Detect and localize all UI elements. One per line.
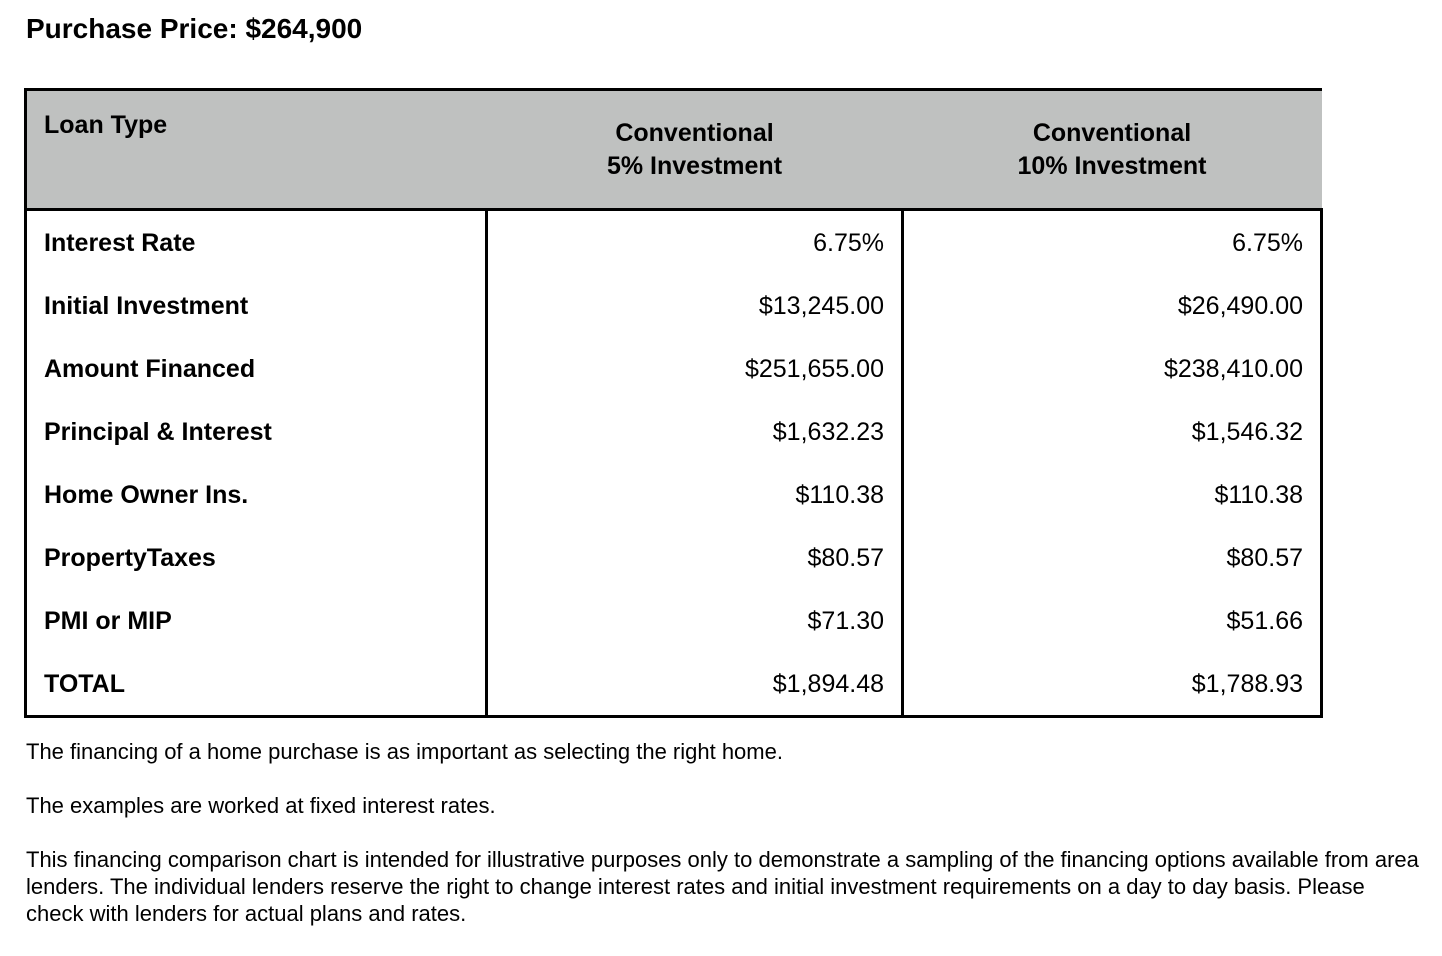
row-value: $251,655.00 [487,337,903,400]
row-value: 6.75% [903,210,1322,275]
row-label: Amount Financed [26,337,487,400]
disclaimer-notes [26,738,1426,954]
row-value: $71.30 [487,589,903,652]
row-value: $238,410.00 [903,337,1322,400]
table-row [26,337,1322,400]
row-value: $110.38 [487,463,903,526]
row-label: Interest Rate [26,210,487,275]
row-label: Home Owner Ins. [26,463,487,526]
row-value: $1,632.23 [487,400,903,463]
table-row [26,400,1322,463]
loan-comparison-table [24,88,1323,718]
table-row [26,463,1322,526]
note-paragraph: The examples are worked at fixed interest rates. [26,793,496,818]
table-row [26,210,1322,275]
table-row-total [26,652,1322,717]
row-value: $110.38 [903,463,1322,526]
row-value: $26,490.00 [903,274,1322,337]
header-conventional-5 [487,90,903,210]
row-value: $80.57 [487,526,903,589]
row-label: PMI or MIP [26,589,487,652]
table-row [26,274,1322,337]
row-value: $80.57 [903,526,1322,589]
row-label: Principal & Interest [26,400,487,463]
table-header-row [26,90,1322,210]
page-title: Purchase Price: $264,900 [26,13,363,44]
row-label: Initial Investment [26,274,487,337]
row-value: $1,546.32 [903,400,1322,463]
row-value: $1,788.93 [903,652,1322,717]
row-label: TOTAL [26,652,487,717]
row-label: PropertyTaxes [26,526,487,589]
header-col2-line2: 10% Investment [1017,151,1207,180]
table-row [26,589,1322,652]
header-col1-line1: Conventional [615,118,774,147]
header-loan-type: Loan Type [26,90,487,210]
note-paragraph: The financing of a home purchase is as important as selecting the right home. [26,739,783,764]
header-col1-line2: 5% Investment [606,151,783,180]
table-row [26,526,1322,589]
row-value: $1,894.48 [487,652,903,717]
note-paragraph: This financing comparison chart is intended for illustrative purposes only to demonstrate a sampling of the financing options available from area lenders. The individual lenders reserve the right to change interest rates and initial investment requirements on a day to day basis. Please check with lenders for actual plans and rates. [26,847,1419,926]
header-col2-line1: Conventional [1032,118,1192,147]
row-value: $13,245.00 [487,274,903,337]
header-conventional-10 [903,90,1322,210]
row-value: 6.75% [487,210,903,275]
row-value: $51.66 [903,589,1322,652]
